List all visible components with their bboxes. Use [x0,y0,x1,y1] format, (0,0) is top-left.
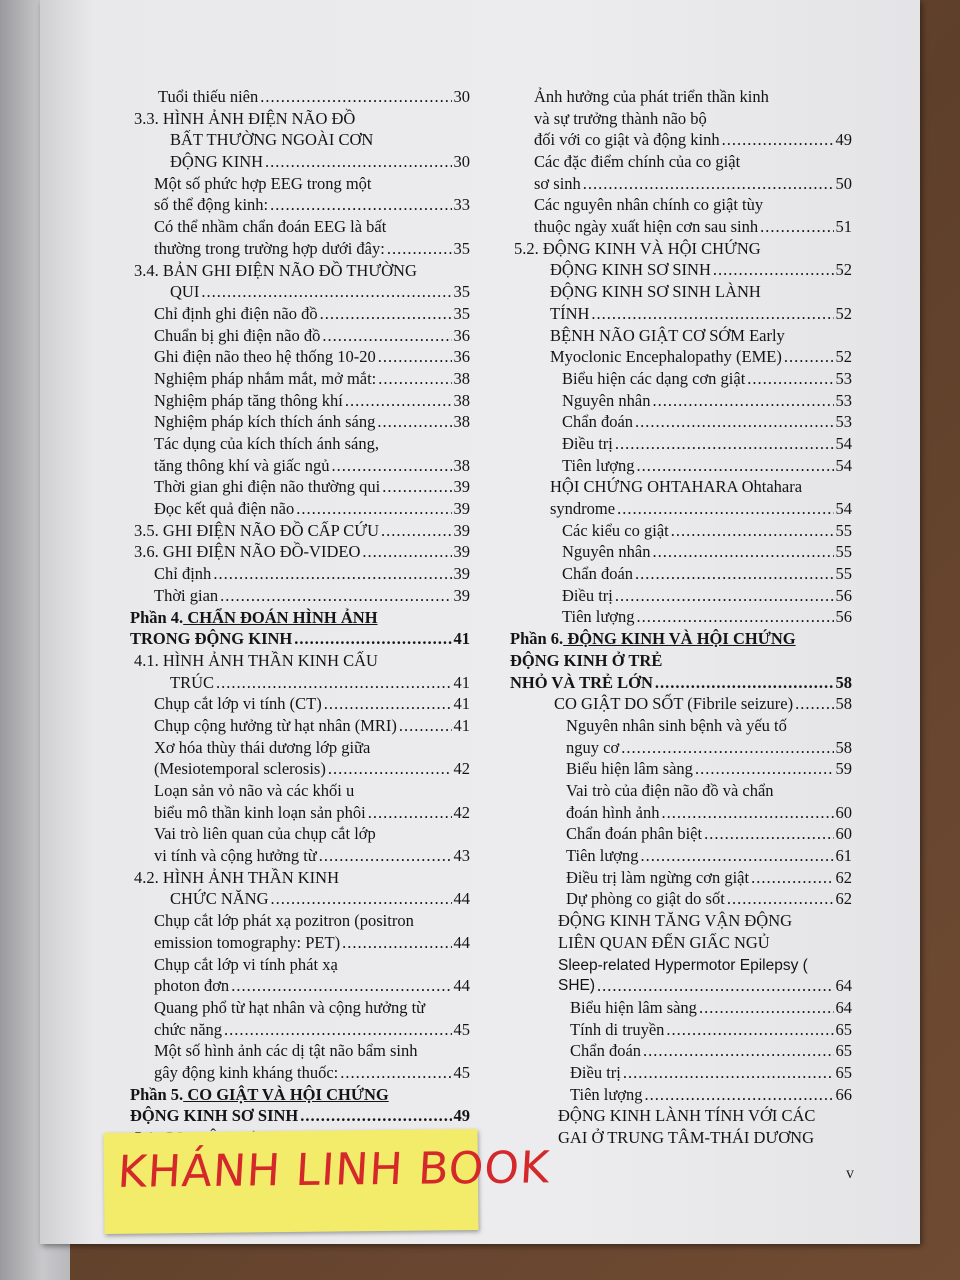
toc-page-number: 45 [453,1062,470,1082]
leader-dots [615,433,834,455]
toc-entry [510,1062,852,1084]
toc-page-number: 50 [835,173,852,193]
toc-entry-title: Một số hình ảnh các dị tật não bẩm sinh [154,1041,418,1061]
leader-dots [260,86,451,108]
leader-dots [378,368,451,390]
toc-entry [130,997,470,1040]
toc-entry [510,86,852,151]
leader-dots [270,194,451,216]
toc-entry [510,845,852,867]
toc-entry-title: Tác dụng của kích thích ánh sáng, [154,434,379,453]
toc-entry-title: và sự trưởng thành não bộ [534,108,707,128]
toc-right-column [510,86,852,1149]
leader-dots [655,672,834,694]
leader-dots [760,216,833,238]
toc-entry-title: số thể động kinh: [154,195,269,215]
toc-entry [130,498,470,520]
toc-entry [130,585,470,607]
toc-entry [130,390,470,412]
leader-dots [591,303,833,325]
page-number: v [846,1165,854,1182]
toc-entry-title: Chụp cắt lớp vi tính (CT) [154,694,322,714]
toc-entry-title: thuộc ngày xuất hiện cơn sau sinh [534,217,759,237]
toc-page-number: 52 [835,347,852,367]
toc-page-number: 36 [453,325,470,345]
toc-page-number: 35 [453,238,470,258]
toc-entry [130,693,470,715]
toc-entry-title: đối với co giật và động kinh [534,130,720,150]
toc-entry-title: Tiên lượng [570,1084,643,1104]
leader-dots [324,693,452,715]
toc-entry-title: Ghi điện não theo hệ thống 10-20 [154,347,376,367]
toc-page-number: 59 [835,759,852,779]
toc-page-number: 39 [453,564,470,584]
toc-entry-title: Chẩn đoán [570,1041,642,1061]
leader-dots [322,325,451,347]
leader-dots [387,238,452,260]
toc-page-number: 53 [835,412,852,432]
toc-entry-title: Chỉ định ghi điện não đồ [154,303,318,323]
toc-entry-title: Phần 4. CHẨN ĐOÁN HÌNH ẢNH [130,607,378,627]
toc-entry-title: Vai trò liên quan của chụp cắt lớp [154,824,376,844]
leader-dots [722,129,834,151]
toc-entry [130,1040,470,1083]
leader-dots [617,498,833,520]
toc-entry-title: Chụp cộng hưởng từ hạt nhân (MRI) [154,715,397,735]
leader-dots [342,932,451,954]
leader-dots [377,411,451,433]
toc-entry-title: Chẩn đoán [562,412,634,432]
toc-entry [130,563,470,585]
leader-dots [784,346,834,368]
toc-entry [510,563,852,585]
toc-entry-title: QUI [170,282,200,302]
toc-entry-title: CHỨC NĂNG [170,889,269,909]
toc-entry-title: (Mesiotemporal sclerosis) [154,759,326,779]
toc-page-number: 41 [453,694,470,714]
toc-page-number: 62 [835,889,852,909]
toc-entry-title: Biểu hiện các dạng cơn giật [562,368,746,388]
toc-entry-title: ĐỘNG KINH SƠ SINH [130,1106,299,1126]
leader-dots [213,563,451,585]
toc-entry-title: Các nguyên nhân chính co giật tùy [534,195,764,215]
toc-left-column [130,86,470,1149]
toc-entry-title: tăng thông khí và giấc ngủ [154,455,330,475]
toc-entry [130,216,470,259]
toc-entry-title: Quang phổ từ hạt nhân và cộng hưởng từ [154,997,426,1017]
toc-entry [130,260,470,303]
toc-entry-title: Myoclonic Encephalopathy (EME) [550,347,782,367]
leader-dots [362,541,451,563]
toc-page-number: 38 [453,455,470,475]
toc-entry-title: Tiên lượng [566,846,639,866]
toc-entry-title: Vai trò của điện não đồ và chẩn [566,781,774,800]
leader-dots [300,1105,451,1127]
toc-entry-title: BẤT THƯỜNG NGOÀI CƠN [170,130,374,150]
leader-dots [637,455,834,477]
leader-dots [661,802,833,824]
toc-entry-title: Phần 5. CO GIẬT VÀ HỘI CHỨNG [130,1084,389,1104]
leader-dots [621,737,833,759]
toc-page-number: 41 [453,715,470,735]
toc-page-number: 41 [453,672,470,692]
toc-entry-title: sơ sinh [534,173,581,193]
leader-dots [201,281,451,303]
toc-entry-title: Chẩn đoán [562,564,634,584]
leader-dots [378,346,452,368]
toc-entry [510,1040,852,1062]
toc-entry-title: Phần 6. ĐỘNG KINH VÀ HỘI CHỨNG [510,629,796,649]
toc-page-number: 43 [453,846,470,866]
leader-dots [713,259,834,281]
toc-entry [130,86,470,108]
toc-entry-title: Đọc kết quả điện não [154,499,295,519]
toc-page-number: 58 [835,737,852,757]
toc-entry [130,607,470,650]
toc-entry [510,151,852,194]
toc-entry-title: Nghiệm pháp nhắm mắt, mở mắt: [154,368,377,388]
toc-entry-title: ĐỘNG KINH Ở TRẺ [510,650,663,670]
toc-entry-title: photon đơn [154,976,230,996]
leader-dots [296,498,451,520]
toc-entry-title: Thời gian ghi điện não thường qui [154,477,381,497]
toc-entry [130,368,470,390]
toc-entry-title: Điều trị [562,585,613,605]
leader-dots [382,476,451,498]
toc-entry-title: Nguyên nhân [562,390,651,410]
toc-page-number: 36 [453,347,470,367]
toc-entry-title: emission tomography: PET) [154,932,341,952]
toc-entry [130,737,470,780]
leader-dots [271,888,452,910]
toc-entry [510,823,852,845]
leader-dots [216,672,451,694]
toc-entry [130,346,470,368]
toc-entry-title: TRONG ĐỘNG KINH [130,629,293,649]
toc-entry-title: 5.2. ĐỘNG KINH VÀ HỘI CHỨNG [514,238,761,258]
toc-entry [130,476,470,498]
toc-page-number: 58 [835,694,852,714]
toc-entry [130,650,470,693]
toc-entry [130,867,470,910]
toc-page-number: 30 [453,86,470,106]
toc-entry-title: Chụp cắt lớp vi tính phát xạ [154,954,338,974]
toc-entry [510,368,852,390]
leader-dots [345,390,452,412]
toc-entry [130,780,470,823]
toc-entry-title: thường trong trường hợp dưới đây: [154,238,385,258]
toc-entry-title: 3.4. BẢN GHI ĐIỆN NÃO ĐỒ THƯỜNG [134,260,417,280]
toc-entry-title: Nguyên nhân [562,542,651,562]
toc-entry [510,693,852,715]
toc-entry-title: 3.6. GHI ĐIỆN NÃO ĐỒ-VIDEO [134,542,361,562]
toc-page-number: 54 [835,433,852,453]
toc-entry-title: TRÚC [170,672,215,692]
leader-dots [623,1062,834,1084]
toc-entry [130,108,470,173]
toc-page-number: 35 [453,282,470,302]
toc-entry [510,997,852,1019]
toc-entry [510,888,852,910]
toc-entry [130,541,470,563]
toc-entry-title: Xơ hóa thùy thái dương lớp giữa [154,737,371,757]
toc-entry [510,1019,852,1041]
toc-entry [130,325,470,347]
leader-dots [635,563,833,585]
toc-entry-title: biểu mô thần kinh loạn sản phôi [154,802,366,822]
toc-entry-title: Nguyên nhân sinh bệnh và yếu tố [566,715,787,735]
toc-page-number: 38 [453,390,470,410]
toc-entry-title: Dự phòng co giật do sốt [566,889,725,909]
toc-page-number: 61 [835,846,852,866]
toc-page-number: 54 [835,455,852,475]
toc-page-number: 38 [453,368,470,388]
leader-dots [332,455,452,477]
toc-page-number: 44 [453,976,470,996]
leader-dots [399,715,452,737]
leader-dots [666,1019,833,1041]
toc-entry-title: 4.2. HÌNH ẢNH THẦN KINH [134,867,340,887]
toc-entry [510,910,852,997]
toc-page-number: 49 [835,130,852,150]
toc-page-number: 55 [835,542,852,562]
leader-dots [615,585,834,607]
leader-dots [637,606,834,628]
leader-dots [795,693,833,715]
toc-entry-title: Tuổi thiếu niên [158,86,259,106]
toc-page-number: 35 [453,303,470,323]
toc-page-number: 66 [835,1084,852,1104]
toc-entry-title: HỘI CHỨNG OHTAHARA Ohtahara [550,477,803,497]
toc-page-number: 55 [835,564,852,584]
leader-dots [231,975,451,997]
leader-dots [597,975,833,997]
leader-dots [583,173,834,195]
toc-page-number: 42 [453,759,470,779]
toc-page-number: 55 [835,520,852,540]
toc-entry-title: SHE) [558,977,596,995]
leader-dots [294,628,451,650]
toc-entry-title: Biểu hiện lâm sàng [570,997,697,1017]
toc-page-number: 39 [453,477,470,497]
toc-page-number: 39 [453,520,470,540]
toc-entry [510,476,852,519]
toc-entry-title: gây động kinh kháng thuốc: [154,1062,339,1082]
leader-dots [368,802,452,824]
toc-entry-title: chức năng [154,1019,223,1039]
toc-entry [510,194,852,237]
toc-entry-title: Chuẩn bị ghi điện não đồ [154,325,321,345]
toc-entry-title: Chỉ định [154,564,212,584]
toc-page-number: 33 [453,195,470,215]
toc-page-number: 64 [835,976,852,996]
toc-page-number: 45 [453,1019,470,1039]
toc-entry [130,173,470,216]
toc-page-number: 39 [453,542,470,562]
toc-entry-title: Điều trị [570,1062,621,1082]
toc-entry-title: Các kiểu co giật [562,520,669,540]
leader-dots [220,585,451,607]
leader-dots [643,1040,833,1062]
toc-page-number: 39 [453,499,470,519]
toc-entry-title: ĐỘNG KINH [170,152,264,172]
toc-entry-title: Có thể nhầm chẩn đoán EEG là bất [154,217,387,237]
toc-page-number: 60 [835,824,852,844]
toc-page-number: 51 [835,217,852,237]
toc-entry-title: Nghiệm pháp kích thích ánh sáng [154,412,376,432]
toc-entry [510,390,852,412]
toc-entry-title: 4.1. HÌNH ẢNH THẦN KINH CẤU [134,650,378,670]
toc-entry [130,823,470,866]
toc-entry [510,1084,852,1106]
toc-page-number: 52 [835,260,852,280]
toc-entry [510,520,852,542]
toc-entry [130,715,470,737]
toc-entry [510,325,852,368]
toc-entry-title: TÍNH [550,303,590,323]
leader-dots [320,303,452,325]
toc-entry-title: ĐỘNG KINH SƠ SINH [550,260,711,280]
leader-dots [652,541,833,563]
leader-dots [645,1084,834,1106]
toc-entry [510,1105,852,1148]
toc-entry [130,910,470,953]
toc-page-number: 38 [453,412,470,432]
toc-entry-title: Ảnh hưởng của phát triển thần kinh [534,87,769,106]
leader-dots [751,867,833,889]
toc-page-number: 53 [835,390,852,410]
toc-page-number: 64 [835,997,852,1017]
toc-entry [130,433,470,476]
leader-dots [381,520,451,542]
toc-page-number: 56 [835,585,852,605]
toc-entry-title: nguy cơ [566,737,620,757]
toc-page-number: 30 [453,152,470,172]
toc-entry [510,541,852,563]
toc-entry [510,411,852,433]
leader-dots [265,151,451,173]
toc-page-number: 44 [453,889,470,909]
leader-dots [319,845,452,867]
toc-entry-title: ĐỘNG KINH LÀNH TÍNH VỚI CÁC [558,1106,816,1126]
toc-page-number: 44 [453,932,470,952]
leader-dots [641,845,834,867]
toc-entry [130,954,470,997]
toc-entry-title: vi tính và cộng hưởng từ [154,846,317,866]
toc-page-number: 53 [835,368,852,388]
toc-page-number: 60 [835,802,852,822]
toc-entry-title: 3.3. HÌNH ẢNH ĐIỆN NÃO ĐỒ [134,108,356,128]
toc-entry [510,455,852,477]
toc-page-number: 52 [835,303,852,323]
toc-entry-title: Biểu hiện lâm sàng [566,759,693,779]
toc-entry [510,715,852,758]
toc-entry [510,758,852,780]
toc-entry-title: BỆNH NÃO GIẬT CƠ SỚM Early [550,325,785,345]
toc-page-number: 65 [835,1041,852,1061]
toc-entry-title: Tiên lượng [562,455,635,475]
toc-entry [510,238,852,281]
shop-sticker [103,1129,552,1234]
toc-entry [130,1084,470,1127]
toc-entry [510,628,852,693]
leader-dots [224,1019,451,1041]
toc-entry-title: CO GIẬT DO SỐT (Fibrile seizure) [554,694,794,714]
leader-dots [328,758,452,780]
toc-entry-title: Điều trị làm ngừng cơn giật [566,867,750,887]
toc-entry-title: syndrome [550,499,616,519]
toc-entry-title: Sleep-related Hypermotor Epilepsy ( [558,956,808,974]
toc-entry-title: NHỎ VÀ TRẺ LỚN [510,672,653,692]
toc-entry-title: GAI Ở TRUNG TÂM-THÁI DƯƠNG [558,1128,815,1147]
toc-entry [130,411,470,433]
toc-entry [510,585,852,607]
toc-page-number: 54 [835,499,852,519]
toc-entry [130,303,470,325]
leader-dots [747,368,833,390]
toc-page-number: 49 [453,1106,470,1126]
toc-entry-title: Thời gian [154,585,219,605]
toc-page-number: 39 [453,585,470,605]
toc-entry-title: Điều trị [562,433,613,453]
toc-page-number: 42 [453,802,470,822]
leader-dots [704,823,833,845]
toc-page-number: 41 [453,629,470,649]
toc-page-number: 58 [835,672,852,692]
leader-dots [727,888,834,910]
leader-dots [671,520,834,542]
toc-entry [510,780,852,823]
toc-entry [510,433,852,455]
toc-entry-title: Nghiệm pháp tăng thông khí [154,390,343,410]
toc-entry-title: LIÊN QUAN ĐẾN GIẤC NGỦ [558,932,770,952]
toc-entry-title: Loạn sản vỏ não và các khối u [154,781,355,800]
toc-entry-title: Tính di truyền [570,1019,665,1039]
toc-entry-title: đoán hình ảnh [566,802,660,822]
leader-dots [695,758,834,780]
leader-dots [635,411,833,433]
toc-entry-title: Tiên lượng [562,607,635,627]
leader-dots [652,390,833,412]
toc-entry [510,867,852,889]
toc-page-number: 65 [835,1019,852,1039]
sticker-text: KHÁNH LINH BOOK [116,1142,552,1198]
toc-entry-title: Một số phức hợp EEG trong một [154,173,372,193]
toc-entry-title: ĐỘNG KINH TĂNG VẬN ĐỘNG [558,911,793,931]
leader-dots [340,1062,451,1084]
toc-page-number: 62 [835,867,852,887]
toc-page-number: 65 [835,1062,852,1082]
toc-entry-title: Chẩn đoán phân biệt [566,824,703,844]
leader-dots [699,997,834,1019]
toc-entry-title: ĐỘNG KINH SƠ SINH LÀNH [550,282,761,302]
toc-entry [130,520,470,542]
toc-entry-title: Chụp cắt lớp phát xạ pozitron (positron [154,911,414,931]
toc-page-number: 56 [835,607,852,627]
toc-entry [510,281,852,324]
toc-entry-title: Các đặc điểm chính của co giật [534,152,741,172]
toc-entry [510,607,852,629]
toc-entry-title: 3.5. GHI ĐIỆN NÃO ĐỒ CẤP CỨU [134,520,380,540]
